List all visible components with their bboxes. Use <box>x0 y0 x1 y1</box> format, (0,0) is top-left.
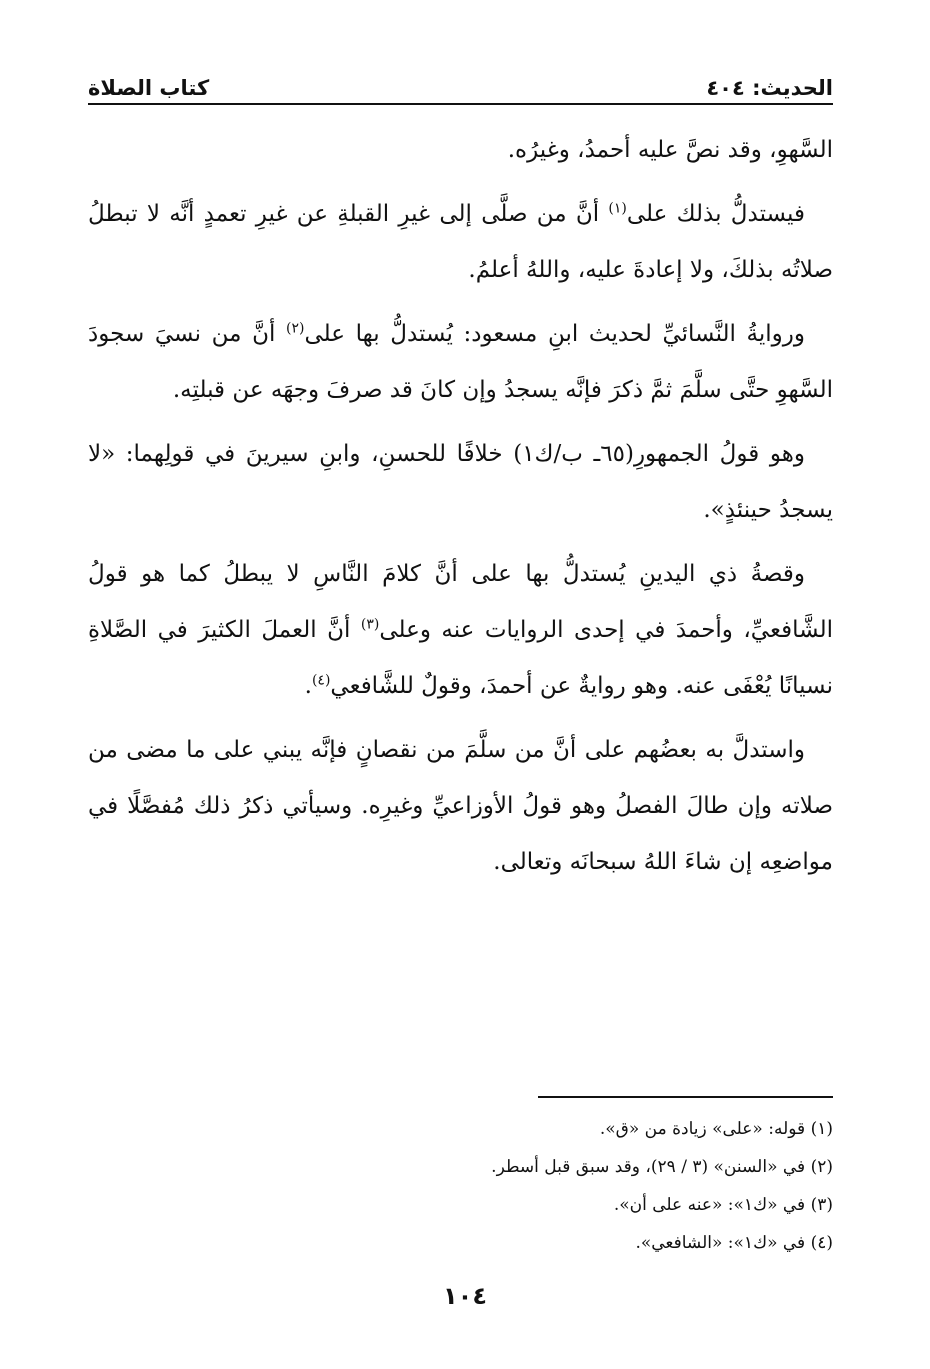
paragraph-2-text-b: أنَّ من صلَّى إلى غيرِ القبلةِ عن غيرِ تعمدٍ أنَّه لا تبطلُ صلاتُه بذلكَ، ولا إعادةَ عليه، واللهُ أعلمُ. <box>88 201 833 283</box>
paragraph-1-text: السَّهوِ، وقد نصَّ عليه أحمدُ، وغيرُه. <box>507 137 833 163</box>
footnote-ref-3: (٣) <box>360 616 380 633</box>
page-number: ١٠٤ <box>443 1282 487 1310</box>
paragraph-5-text-a: وقصةُ ذي اليدينِ يُستدلُّ بها على أنَّ كلامَ النَّاسِ لا يبطلُ كما هو قولُ الشَّافعيِّ، وأحمدَ في إحدى الروايات عنه وعلى <box>88 561 833 643</box>
footnote-1: (١) قوله: «على» زيادة من «ق». <box>599 1119 833 1139</box>
paragraph-4-text: وهو قولُ الجمهورِ(٦٥ـ ب/ك١) خلافًا للحسنِ، وابنِ سيرينَ في قولِهما: «لا يسجدُ حينئذٍ». <box>88 441 833 523</box>
paragraph-3 <box>88 306 833 418</box>
header-book-title: كتاب الصلاة <box>88 76 210 100</box>
paragraph-6-text: واستدلَّ به بعضُهم على أنَّ من سلَّمَ من نقصانٍ فإنَّه يبني على ما مضى من صلاته وإن طالَ الفصلُ وهو قولُ الأوزاعيِّ وغيرِه. وسيأتي ذكرُ ذلك مُفصَّلًا في مواضعِه إن شاءَ اللهُ سبحانَه وتعالى. <box>88 737 833 875</box>
header-divider <box>88 103 833 105</box>
paragraph-3-text-b: أنَّ من نسيَ سجودَ السَّهوِ حتَّى سلَّمَ ثمَّ ذكرَ فإنَّه يسجدُ وإن كانَ قد صرفَ وجهَه عن قبلتِه. <box>88 321 833 403</box>
paragraph-5-text-b: أنَّ العملَ الكثيرَ في الصَّلاةِ نسيانًا يُعْفَى عنه. وهو روايةٌ عن أحمدَ، وقولٌ للشَّافعي <box>88 617 833 699</box>
footnote-3: (٣) في «ك١»: «عنه على أن». <box>613 1195 833 1215</box>
paragraph-1 <box>88 122 833 178</box>
header-hadith-number: الحديث: ٤٠٤ <box>706 76 833 100</box>
paragraph-2-text-a: فيستدلُّ بذلك على <box>626 201 805 227</box>
footnote-4: (٤) في «ك١»: «الشافعي». <box>635 1233 833 1253</box>
paragraph-5 <box>88 546 833 714</box>
paragraph-6 <box>88 722 833 890</box>
paragraph-2 <box>88 186 833 298</box>
paragraph-5-text-c: . <box>304 673 312 699</box>
paragraph-4 <box>88 426 833 538</box>
footnote-divider <box>538 1096 833 1098</box>
paragraph-3-text-a: وروايةُ النَّسائيِّ لحديث ابنِ مسعود: يُستدلُّ بها على <box>304 321 805 347</box>
footnote-2: (٢) في «السنن» (٣ / ٢٩)، وقد سبق قبل أسطر. <box>491 1157 833 1177</box>
footnote-ref-1: (١) <box>608 200 627 217</box>
footnote-ref-4: (٤) <box>311 672 331 689</box>
running-header <box>88 68 833 100</box>
footnote-ref-2: (٢) <box>286 320 305 337</box>
main-text <box>88 122 833 898</box>
footnotes <box>88 1110 833 1262</box>
